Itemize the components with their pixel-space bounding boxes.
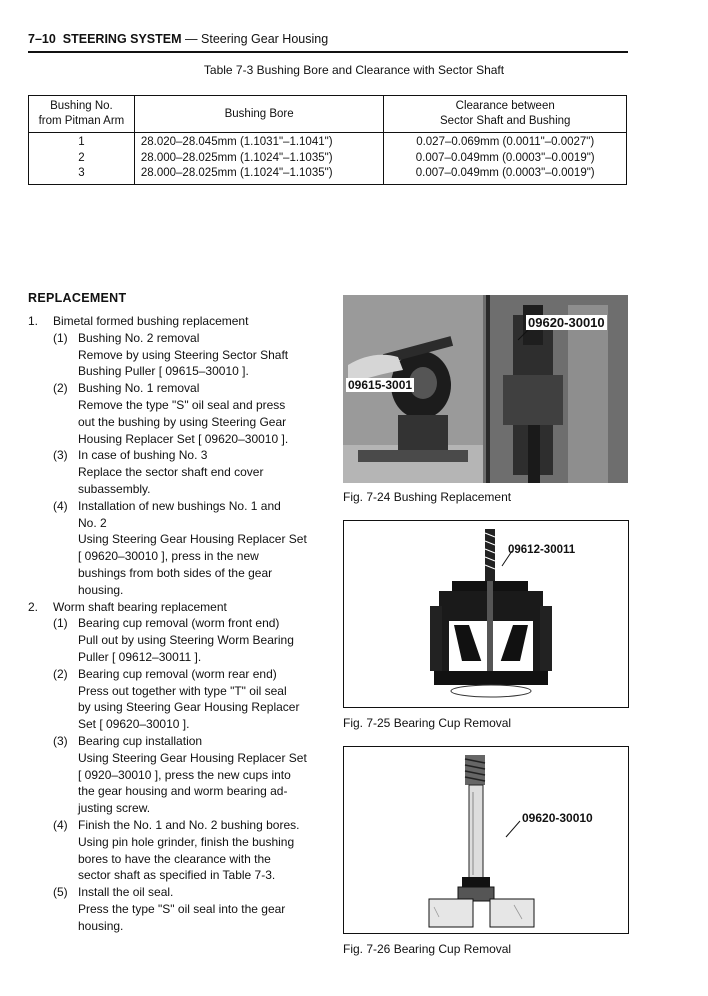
table-cell: 28.020–28.045mm (1.1031"–1.1041")	[134, 133, 384, 151]
page-header	[28, 32, 328, 46]
table-header-bushing-bore: Bushing Bore	[134, 96, 384, 133]
table-caption: Table 7-3 Bushing Bore and Clearance with Sector Shaft	[203, 63, 505, 77]
table-row	[29, 151, 627, 167]
table-header-bushing-no: Bushing No. from Pitman Arm	[29, 96, 135, 133]
item-1-4-title: (4) Installation of new bushings No. 1 and	[53, 498, 281, 513]
table-cell: 2	[29, 151, 135, 167]
fig-7-26-frame	[343, 746, 629, 934]
table-header-row	[29, 96, 627, 133]
section-title: STEERING SYSTEM	[62, 32, 182, 46]
item-2-3-title: (3) Bearing cup installation	[53, 733, 203, 748]
table-cell: 1	[29, 133, 135, 151]
fig-7-25-caption: Fig. 7-25 Bearing Cup Removal	[343, 716, 512, 730]
fig-7-26-label: 09620-30010	[522, 811, 593, 825]
item-2-5-title: (5) Install the oil seal.	[53, 885, 174, 900]
item-2-2-title: (2) Bearing cup removal (worm rear end)	[53, 666, 277, 681]
bearing-puller-diagram	[344, 521, 628, 707]
fig-7-25-frame	[343, 520, 629, 708]
item-2-1-body: Pull out by using Steering Worm Bearing Puller [ 09612–30011 ].	[78, 633, 294, 664]
table-cell: 28.000–28.025mm (1.1024"–1.1035")	[134, 151, 384, 167]
item-2-2-body: Press out together with type "T" oil seal by using Steering Gear Housing Replacer Set [ 09620–30010 ].	[78, 683, 300, 732]
item-2-4-title: (4) Finish the No. 1 and No. 2 bushing bores.	[53, 817, 300, 832]
table-cell: 0.007–0.049mm (0.0003"–0.0019")	[384, 166, 627, 184]
table-cell: 0.027–0.069mm (0.0011"–0.0027")	[384, 133, 627, 151]
item-1-2-title: (2) Bushing No. 1 removal	[53, 381, 200, 396]
fig-7-24-label-a: 09620-30010	[528, 315, 605, 330]
table-cell: 3	[29, 166, 135, 184]
item-1-1-body: Remove by using Steering Sector Shaft Bushing Puller [ 09615–30010 ].	[78, 347, 289, 379]
table-header-clearance: Clearance between Sector Shaft and Bushing	[384, 96, 627, 133]
fig-7-25-label: 09612-30011	[508, 544, 576, 556]
fig-7-26-caption: Fig. 7-26 Bearing Cup Removal	[343, 942, 512, 956]
item-1-3-body: Replace the sector shaft end cover subassembly.	[78, 465, 264, 496]
fig-7-24-label-b: 09615-3001	[348, 378, 413, 392]
table-row	[29, 133, 627, 151]
subsection-title: — Steering Gear Housing	[185, 32, 329, 46]
bearing-cup-press-diagram	[344, 747, 628, 933]
fig-7-24-caption: Fig. 7-24 Bushing Replacement	[343, 490, 512, 504]
item-1-4-body: No. 2 Using Steering Gear Housing Replacer Set [ 09620–30010 ], press in the new bushings from both sides of the gear housing.	[78, 515, 307, 597]
item-1-title: 1. Bimetal formed bushing replacement	[28, 314, 249, 328]
item-2-3-body: Using Steering Gear Housing Replacer Set [ 0920–30010 ], press the new cups into the gear housing and worm bearing ad- justing screw.	[78, 750, 307, 816]
item-2-5-body: Press the type "S" oil seal into the gear housing.	[78, 901, 286, 933]
fig-7-24-photo	[343, 295, 628, 483]
page-number: 7–10	[28, 32, 56, 46]
replacement-heading: REPLACEMENT	[28, 291, 127, 305]
item-2-1-title: (1) Bearing cup removal (worm front end)	[53, 616, 280, 631]
replacement-procedure	[28, 313, 318, 934]
table-cell: 0.007–0.049mm (0.0003"–0.0019")	[384, 151, 627, 167]
item-1-1-title: (1) Bushing No. 2 removal	[53, 330, 200, 345]
item-2-title: 2. Worm shaft bearing replacement	[28, 599, 227, 614]
item-1-2-body: Remove the type "S" oil seal and press out the bushing by using Steering Gear Housing Replacer Set [ 09620–30010 ].	[78, 397, 289, 446]
item-2-4-body: Using pin hole grinder, finish the bushing bores to have the clearance with the sector shaft as specified in Table 7-3.	[78, 834, 295, 883]
table-row	[29, 166, 627, 184]
table-cell: 28.000–28.025mm (1.1024"–1.1035")	[134, 166, 384, 184]
item-1-3-title: (3) In case of bushing No. 3	[53, 448, 208, 463]
spec-table	[28, 95, 627, 185]
header-rule	[28, 51, 628, 53]
